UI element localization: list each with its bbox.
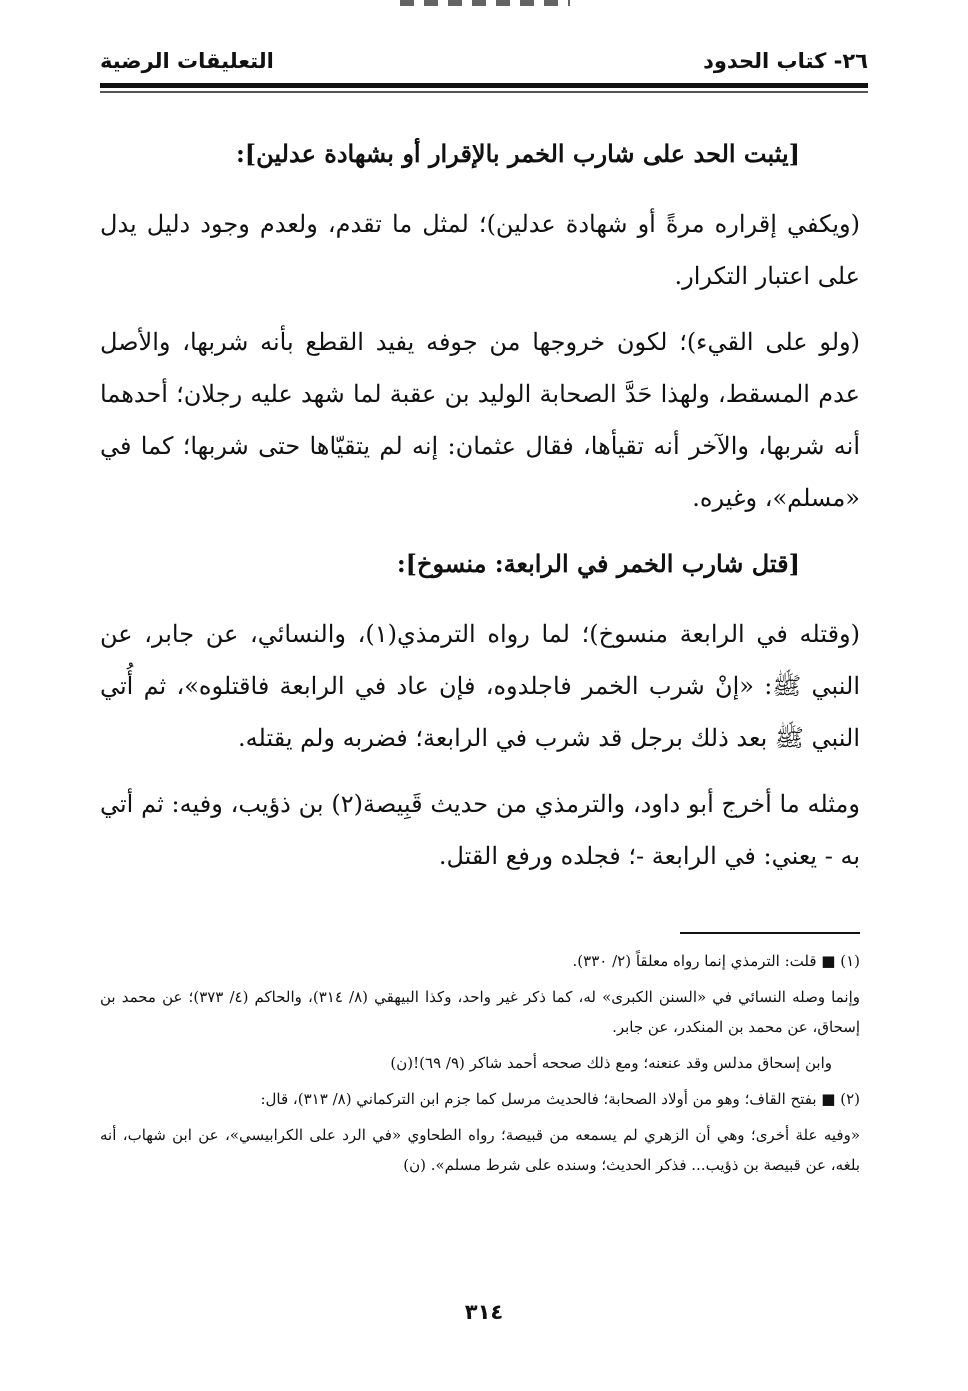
footnote-1-continued: وإنما وصله النسائي في «السنن الكبرى» له، كما ذكر غير واحد، وكذا البيهقي (٨/ ٣١٤)، والحاكم (٤/ ٣٧٣)؛ عن محمد بن إسحاق، عن محمد بن المنكدر، عن جابر.: [100, 988, 861, 1036]
running-header: [100, 46, 868, 80]
paragraph-3: (وقتله في الرابعة منسوخ)؛ لما رواه الترمذي(١)، والنسائي، عن جابر، عن النبي ﷺ: «إنْ شرب الخمر فاجلدوه، فإن عاد في الرابعة فاقتلوه»، ثم أُتي النبي ﷺ بعد ذلك برجل قد شرب في الرابعة؛ فضربه ولم يقتله.: [100, 620, 860, 752]
footnote-1-note: وابن إسحاق مدلس وقد عنعنه؛ ومع ذلك صححه أحمد شاكر (٩/ ٦٩)!(ن): [390, 1054, 832, 1072]
section-heading-1: [يثبت الحد على شارب الخمر بالإقرار أو بشهادة عدلين]:: [235, 139, 800, 168]
book-title: التعليقات الرضية: [100, 49, 274, 73]
scan-artifact: [400, 0, 570, 6]
footnote-separator: [680, 932, 860, 934]
footnote-2: (٢) ■ بفتح القاف؛ وهو من أولاد الصحابة؛ فالحديث مرسل كما جزم ابن التركماني (٨/ ٣١٣)، قال:: [260, 1090, 860, 1108]
paragraph-4: ومثله ما أخرج أبو داود، والترمذي من حديث قَبِيصة(٢) بن ذؤيب، وفيه: ثم أتي به - يعني: في الرابعة -؛ فجلده ورفع القتل.: [100, 790, 860, 870]
section-heading-2: [قتل شارب الخمر في الرابعة: منسوخ]:: [396, 549, 800, 578]
main-text: [100, 128, 860, 896]
footnote-2-quote: «وفيه علة أخرى؛ وهي أن الزهري لم يسمعه من قبيصة؛ رواه الطحاوي «في الرد على الكرابيسي»، عن ابن شهاب، أنه بلغه، عن قبيصة بن ذؤيب... فذكر الحديث؛ وسنده على شرط مسلم». (ن): [100, 1126, 860, 1174]
footnotes: [100, 946, 860, 1186]
paragraph-2: (ولو على القيء)؛ لكون خروجها من جوفه يفيد القطع بأنه شربها، والأصل عدم المسقط، ولهذا حَدَّ الصحابة الوليد بن عقبة لما شهد عليه رجلان؛ أحدهما أنه شربها، والآخر أنه تقيأها، فقال عثمان: إنه لم يتقيّاها حتى شربها؛ كما في «مسلم»، وغيره.: [100, 328, 860, 512]
footnote-1: (١) ■ قلت: الترمذي إنما رواه معلقاً (٢/ ٣٣٠).: [572, 952, 860, 970]
paragraph-1: (ويكفي إقراره مرةً أو شهادة عدلين)؛ لمثل ما تقدم، ولعدم وجود دليل يدل على اعتبار التكرار.: [100, 210, 860, 290]
chapter-title: ٢٦- كتاب الحدود: [703, 49, 868, 73]
header-rule-thick: [100, 83, 868, 88]
header-rule-thin: [100, 91, 868, 93]
page-number: ٣١٤: [464, 1300, 504, 1324]
